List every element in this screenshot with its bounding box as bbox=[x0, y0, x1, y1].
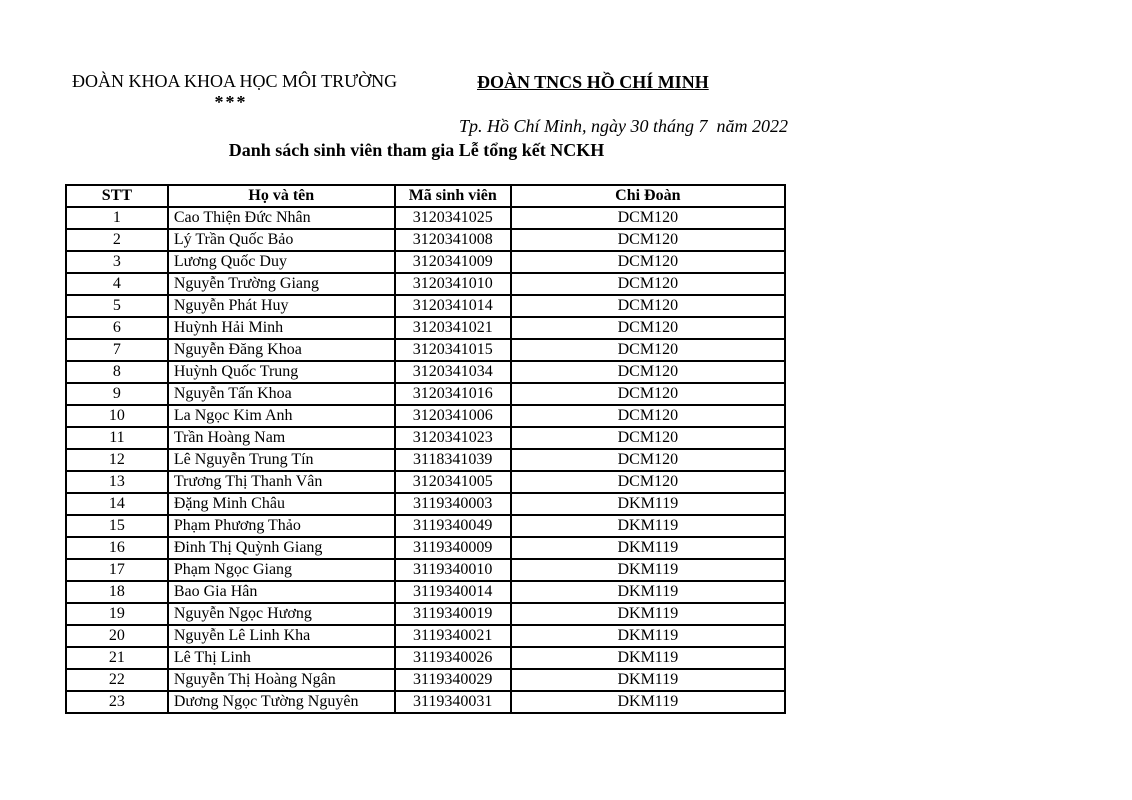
cell-name: Nguyễn Phát Huy bbox=[168, 295, 395, 317]
cell-student-id: 3119340026 bbox=[395, 647, 511, 669]
cell-name: La Ngọc Kim Anh bbox=[168, 405, 395, 427]
cell-student-id: 3119340010 bbox=[395, 559, 511, 581]
cell-name: Nguyễn Thị Hoàng Ngân bbox=[168, 669, 395, 691]
cell-student-id: 3120341014 bbox=[395, 295, 511, 317]
cell-stt: 21 bbox=[66, 647, 168, 669]
cell-chapter: DCM120 bbox=[511, 317, 785, 339]
cell-stt: 15 bbox=[66, 515, 168, 537]
student-table-header bbox=[66, 185, 785, 207]
student-table bbox=[65, 184, 786, 714]
cell-student-id: 3120341015 bbox=[395, 339, 511, 361]
left-org-block bbox=[72, 70, 398, 112]
cell-student-id: 3120341006 bbox=[395, 405, 511, 427]
cell-chapter: DKM119 bbox=[511, 625, 785, 647]
cell-name: Huỳnh Hải Minh bbox=[168, 317, 395, 339]
cell-name: Nguyễn Ngọc Hương bbox=[168, 603, 395, 625]
cell-chapter: DCM120 bbox=[511, 361, 785, 383]
left-org-name: ĐOÀN KHOA KHOA HỌC MÔI TRƯỜNG bbox=[72, 71, 398, 91]
cell-name: Phạm Ngọc Giang bbox=[168, 559, 395, 581]
cell-student-id: 3120341025 bbox=[395, 207, 511, 229]
table-row bbox=[66, 273, 785, 295]
cell-name: Lê Nguyễn Trung Tín bbox=[168, 449, 395, 471]
table-row bbox=[66, 515, 785, 537]
table-row bbox=[66, 537, 785, 559]
cell-chapter: DCM120 bbox=[511, 295, 785, 317]
cell-stt: 16 bbox=[66, 537, 168, 559]
cell-name: Đặng Minh Châu bbox=[168, 493, 395, 515]
cell-stt: 22 bbox=[66, 669, 168, 691]
right-org-name: ĐOÀN TNCS HỒ CHÍ MINH bbox=[477, 72, 709, 92]
cell-chapter: DCM120 bbox=[511, 383, 785, 405]
date-line: Tp. Hồ Chí Minh, ngày 30 tháng 7 năm 2022 bbox=[459, 116, 789, 136]
cell-stt: 4 bbox=[66, 273, 168, 295]
cell-name: Lương Quốc Duy bbox=[168, 251, 395, 273]
table-row bbox=[66, 449, 785, 471]
document-title: Danh sách sinh viên tham gia Lễ tổng kết NCKH bbox=[228, 140, 605, 160]
cell-student-id: 3119340029 bbox=[395, 669, 511, 691]
table-row bbox=[66, 383, 785, 405]
table-row bbox=[66, 405, 785, 427]
cell-name: Đinh Thị Quỳnh Giang bbox=[168, 537, 395, 559]
cell-stt: 1 bbox=[66, 207, 168, 229]
cell-stt: 2 bbox=[66, 229, 168, 251]
cell-student-id: 3119340009 bbox=[395, 537, 511, 559]
cell-stt: 6 bbox=[66, 317, 168, 339]
cell-student-id: 3119340014 bbox=[395, 581, 511, 603]
cell-stt: 9 bbox=[66, 383, 168, 405]
column-header-chapter: Chi Đoàn bbox=[511, 185, 785, 207]
cell-name: Bao Gia Hân bbox=[168, 581, 395, 603]
table-row bbox=[66, 647, 785, 669]
cell-student-id: 3120341034 bbox=[395, 361, 511, 383]
table-row bbox=[66, 295, 785, 317]
cell-stt: 14 bbox=[66, 493, 168, 515]
cell-chapter: DCM120 bbox=[511, 405, 785, 427]
cell-name: Nguyễn Đăng Khoa bbox=[168, 339, 395, 361]
cell-chapter: DCM120 bbox=[511, 339, 785, 361]
column-header-name: Họ và tên bbox=[168, 185, 395, 207]
cell-stt: 13 bbox=[66, 471, 168, 493]
cell-stt: 18 bbox=[66, 581, 168, 603]
table-row bbox=[66, 339, 785, 361]
header-row bbox=[66, 185, 785, 207]
cell-chapter: DCM120 bbox=[511, 449, 785, 471]
cell-stt: 3 bbox=[66, 251, 168, 273]
cell-chapter: DKM119 bbox=[511, 559, 785, 581]
cell-name: Nguyễn Tấn Khoa bbox=[168, 383, 395, 405]
table-row bbox=[66, 691, 785, 713]
cell-chapter: DKM119 bbox=[511, 581, 785, 603]
cell-student-id: 3120341016 bbox=[395, 383, 511, 405]
cell-student-id: 3120341010 bbox=[395, 273, 511, 295]
cell-stt: 17 bbox=[66, 559, 168, 581]
cell-chapter: DCM120 bbox=[511, 273, 785, 295]
cell-stt: 7 bbox=[66, 339, 168, 361]
cell-student-id: 3119340003 bbox=[395, 493, 511, 515]
table-row bbox=[66, 317, 785, 339]
cell-student-id: 3120341021 bbox=[395, 317, 511, 339]
cell-student-id: 3119340049 bbox=[395, 515, 511, 537]
cell-student-id: 3120341008 bbox=[395, 229, 511, 251]
cell-chapter: DKM119 bbox=[511, 691, 785, 713]
cell-stt: 10 bbox=[66, 405, 168, 427]
cell-name: Cao Thiện Đức Nhân bbox=[168, 207, 395, 229]
column-header-stt: STT bbox=[66, 185, 168, 207]
table-row bbox=[66, 625, 785, 647]
cell-name: Huỳnh Quốc Trung bbox=[168, 361, 395, 383]
table-row bbox=[66, 669, 785, 691]
table-row bbox=[66, 471, 785, 493]
table-row bbox=[66, 207, 785, 229]
table-row bbox=[66, 603, 785, 625]
cell-chapter: DCM120 bbox=[511, 471, 785, 493]
cell-student-id: 3119340019 bbox=[395, 603, 511, 625]
cell-name: Nguyễn Trường Giang bbox=[168, 273, 395, 295]
student-table-body bbox=[66, 207, 785, 713]
cell-chapter: DKM119 bbox=[511, 493, 785, 515]
cell-stt: 5 bbox=[66, 295, 168, 317]
cell-name: Lý Trần Quốc Bảo bbox=[168, 229, 395, 251]
table-row bbox=[66, 427, 785, 449]
cell-student-id: 3120341023 bbox=[395, 427, 511, 449]
org-separator-stars: *** bbox=[214, 92, 248, 112]
cell-name: Phạm Phương Thảo bbox=[168, 515, 395, 537]
cell-stt: 8 bbox=[66, 361, 168, 383]
cell-chapter: DKM119 bbox=[511, 647, 785, 669]
table-row bbox=[66, 361, 785, 383]
cell-chapter: DCM120 bbox=[511, 229, 785, 251]
cell-chapter: DKM119 bbox=[511, 537, 785, 559]
cell-chapter: DKM119 bbox=[511, 669, 785, 691]
cell-student-id: 3119340021 bbox=[395, 625, 511, 647]
cell-name: Trương Thị Thanh Vân bbox=[168, 471, 395, 493]
cell-chapter: DKM119 bbox=[511, 515, 785, 537]
cell-student-id: 3119340031 bbox=[395, 691, 511, 713]
cell-chapter: DCM120 bbox=[511, 427, 785, 449]
cell-chapter: DCM120 bbox=[511, 207, 785, 229]
cell-stt: 11 bbox=[66, 427, 168, 449]
cell-chapter: DCM120 bbox=[511, 251, 785, 273]
cell-name: Trần Hoàng Nam bbox=[168, 427, 395, 449]
cell-stt: 12 bbox=[66, 449, 168, 471]
cell-chapter: DKM119 bbox=[511, 603, 785, 625]
cell-student-id: 3120341009 bbox=[395, 251, 511, 273]
cell-name: Lê Thị Linh bbox=[168, 647, 395, 669]
column-header-student-id: Mã sinh viên bbox=[395, 185, 511, 207]
cell-student-id: 3120341005 bbox=[395, 471, 511, 493]
table-row bbox=[66, 559, 785, 581]
cell-stt: 20 bbox=[66, 625, 168, 647]
table-row bbox=[66, 581, 785, 603]
cell-name: Nguyễn Lê Linh Kha bbox=[168, 625, 395, 647]
cell-stt: 19 bbox=[66, 603, 168, 625]
cell-stt: 23 bbox=[66, 691, 168, 713]
cell-student-id: 3118341039 bbox=[395, 449, 511, 471]
table-row bbox=[66, 251, 785, 273]
table-row bbox=[66, 229, 785, 251]
cell-name: Dương Ngọc Tường Nguyên bbox=[168, 691, 395, 713]
table-row bbox=[66, 493, 785, 515]
